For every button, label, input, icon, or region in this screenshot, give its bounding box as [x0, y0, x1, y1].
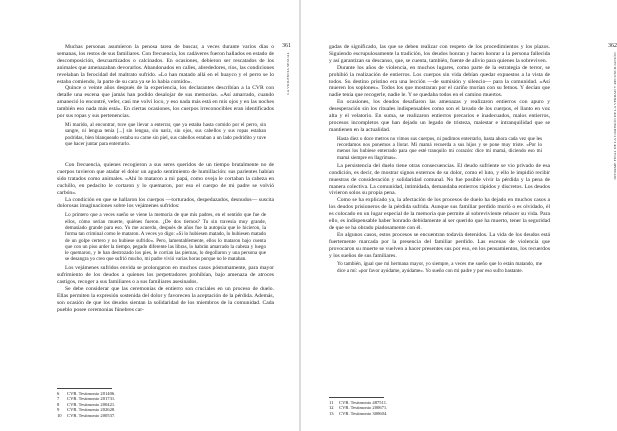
footnote: 12 CVR. Testimonio 200671. — [329, 405, 388, 411]
right-page-number: 362 — [608, 43, 617, 49]
left-paragraph-4: La condición en que se hallaron los cuerpos —torturados, despedazados, desnudos— suscita dolorosas imaginaciones sobre los vejámenes sufridos: — [57, 196, 274, 210]
right-block-quote-1 — [337, 136, 542, 161]
left-text-column — [57, 44, 274, 314]
left-page-number: 361 — [282, 43, 291, 49]
footnote: 10 CVR. Testimonio 200537. — [57, 412, 116, 418]
right-paragraph-4: La persistencia del duelo tiene otras consecuencias. El deudo sufriente se vio privado de esa condición, es decir, de mostrar signos externos de su dolor, como el luto, y ello le impidió recibir muestras de consideración y solidaridad comunal. No fue posible vivir la pérdida y la pena de manera colectiva. La comunidad, intimidada, demandaba entierros rápidos y discretos. Los deudos vivieron solos su propia pena. — [329, 162, 550, 197]
footnote: 11 CVR. Testimonio 487511. — [329, 400, 388, 405]
left-paragraph-5: Los vejámenes sufridos envida se prolongaron en muchos casos póstumamente, para mayor sufrimiento de los deudos a quienes los perpetradores prohibían, bajo amenaza de atroces castigos, recoger a sus familiares o a sus familiares asesinados. — [57, 265, 274, 286]
left-footnotes — [57, 391, 274, 418]
right-paragraph-3: En ocasiones, los deudos desafiaron las amenazas y realizaron entierros con apuro y desesperación sin los rituales indispensables como son el lavado de los cuerpos, el llanto en voz alta y el velatorio. En suma, se realizaron entierros precarios e inadecuados, malos entierros, procesos incompletos que han dejado un legado de tristeza, malestar e intranquilidad que se mantienen en la actualidad. — [329, 99, 550, 133]
right-quote-1-text: Hasta diez o doce metros no vimos sus cuerpos, ni pudimos enterrarlo, hasta ahora cada vez que les recordamos nos ponemos a llorar. Mi mamá recuerda a sus hijos y se pone muy triste. «Por lo menos los hubiese enterrado para que esté tranquilo mi corazón: dice mi mamá, diciendo eso mi mamá siempre en llagrimas». — [337, 135, 542, 161]
footnote: 6 CVR. Testimonio 201406. — [57, 391, 116, 396]
footnote: 9 CVR. Testimonio 202628. — [57, 407, 116, 413]
footnote: 13 CVR. Testimonio 300604. — [329, 410, 388, 416]
left-paragraph-3: Con frecuencia, quienes recogieron a sus seres queridos de un tiempo brutalmente no de cuerpos tuvieron que atadar el dolor un agudo sentimiento de humillación: sus parientes habían sido tratados como animales. «Ahí lo mataron a mi papá, como oveja le cortaban la cabeza en cuchillo, en pedacito le cortaron y lo quemaron, por eso el cuerpo de mi padre se volvió carbón». — [57, 161, 274, 196]
left-paragraph-2: Quince o veinte años después de la experiencia, los declarantes describían a la CVR con detalle una escena que jamás han podido desalojar de sus memorias. «Así amarrado, cuando amaneció lo encontré, vefer, casi me volví loco, y eso nada más está en mis ojos y en las noches también eso nada más está». En ciertas ocasiones, los cuerpos irreconocibles eran identificados por sus ropas y sus pertenencias. — [57, 85, 274, 120]
right-footnote-rule — [329, 397, 384, 398]
footnote: 7 CVR. Testimonio 201731. — [57, 396, 116, 402]
left-paragraph-6: Se debe considerar que las ceremonias de entierro son cruciales en un proceso de duelo. Ellas permiten la expresión sostenida del dolor y favorecen la aceptación de la pérdida. Además, son ocasión de que los deudos sientan la solidaridad de los miembros de la comunidad. Cada pueblo posee ceremonias fúnebres car- — [57, 286, 274, 313]
left-running-head: LA VIOLENCIA SEXUAL — [286, 52, 290, 95]
left-page — [0, 0, 299, 431]
left-quote-1-text: Mi marido, al encontrar, tuve que llevar a enterrar, que ya estaba hasta comido por el perro, sin sangre, ni lengua tenía [...] sin lengua, sin nariz, sin ojos, sus cabellos y sus ropas estaban podridas, bien blanqueado estaba su carne sin piel, sus cabellos estaban a un lado podridito y tuve que hacer juntar para enterrarlo. — [65, 121, 266, 147]
right-block-quote-2 — [337, 261, 542, 274]
right-paragraph-1: gadas de significado, las que se deben realizar con respeto de los procedimientos y los plazos. Siguiendo escrupulosamente la tradición, los deudos honran y hacen honrar a la persona fallecida y así garantizan su descanso, que, se cuenta, también, fuente de alivio para quienes la sobreviven. — [329, 44, 550, 64]
right-paragraph-5: Como se ha explicado ya, la afectación de los procesos de duelo ha dejado en muchos casos a los deudos prisioneros de la pérdida sufrida. Aunque sus familiar perdido murió o es olvidado, él es colocado en un lugar especial de la memoria que permite al sobreviviente rehacer su vida. Para ello, es indispensable haber honrado debidamente al ser querido que ha muerto, tener la seguridad de que se ha obrado piadosamente con él. — [329, 197, 550, 231]
right-text-column — [329, 44, 550, 276]
right-footnotes — [329, 400, 550, 416]
right-paragraph-6: En algunos casos, estos procesos se encuentran todavía detenidos. La vida de los deudos está fuertemente marcada por la presencia del familiar perdido. Las escenas de violencia que provocaron su muerte se vuelven a hacer presentes sus por eso, en los pensamientos, los recuerdos y los sueños de sus familiares. — [329, 231, 550, 259]
right-paragraph-2: Durante los años de violencia, en muchos lugares, como parte de la estrategia de terror, se prohibió la realización de entierros. Los cuerpos sin vida debían quedar expuestos a la vista de todos. Su destino prístino era una lección —de sumisión y silencio— para la comunidad. «Así mueren los soplones». Todos los que mostraran por el cariño morían con su fetnos. Y decían que nadie tenía que recogerle, nadie le. Y se quedaba todos en el camino muertos. — [329, 64, 550, 99]
left-footnote-rule — [57, 388, 112, 389]
left-block-quote-1 — [65, 122, 266, 160]
left-block-quote-2 — [65, 212, 266, 263]
left-paragraph-1: Muchas personas asumieron la penosa tarea de buscar, a veces durante varios días o semanas, los restos de sus familiares. Con frecuencia, los cadáveres fueron hallados en estado de descomposición, descuartizados o calcinados. En ocasiones, debieron ser rescatados de los animales que amenazaban devorarlos. Abandonados en calles, abrededores, ríos, las condiciones revelaban la ferocidad del maltrato sufrido. «Lo han matado allá en el huayco y el perro se lo estaba comiendo, la parte de su cara ya se lo había comido». — [57, 44, 274, 85]
right-quote-2-text: Yo también, igual que mi hermana mayor, yo siempre, a veces me sueño que lo están matando, me dice a mí: «por favor ayúdame, ayúdame». Yo sueño con mi padre y por eso sufro bastante. — [337, 261, 542, 274]
left-quote-2-text: Lo primero que a veces sueño se viene la memoria de que mis padres, en el sentido que fue de ellos, cómo serían muerte, quiénes fueron. ¿De dos tiernos? Tu sin travesía muy grande, demasiado grande para eso. Yo me acuerdo, después de años fue la autopsia que le hicieron, la forma tan criminal como le mataron. A veces yo digo: «Si lo hubiesen matado, lo hubiesen matado de un golpe certero y no hubiese sufrido». Pero, lamentablemente, ellos lo mataron bajo cuenta que con un piso arder la tiempo, pegado diferente las libras, lo habrán amarrado la cabeza y luego le quemaron, y le han destrozado los pies, le corrían las piernas, lo degollaron y una persona que se desangra yo creo que sufrió mucho, mi padre vivió varias horas porque no le mataban. — [65, 212, 266, 263]
footnote: 8 CVR. Testimonio 200421. — [57, 401, 116, 407]
right-running-head: INFORME FINAL DE LA COMISIÓN DE LA VERDAD Y RECONCILIACIÓN — [613, 52, 617, 180]
